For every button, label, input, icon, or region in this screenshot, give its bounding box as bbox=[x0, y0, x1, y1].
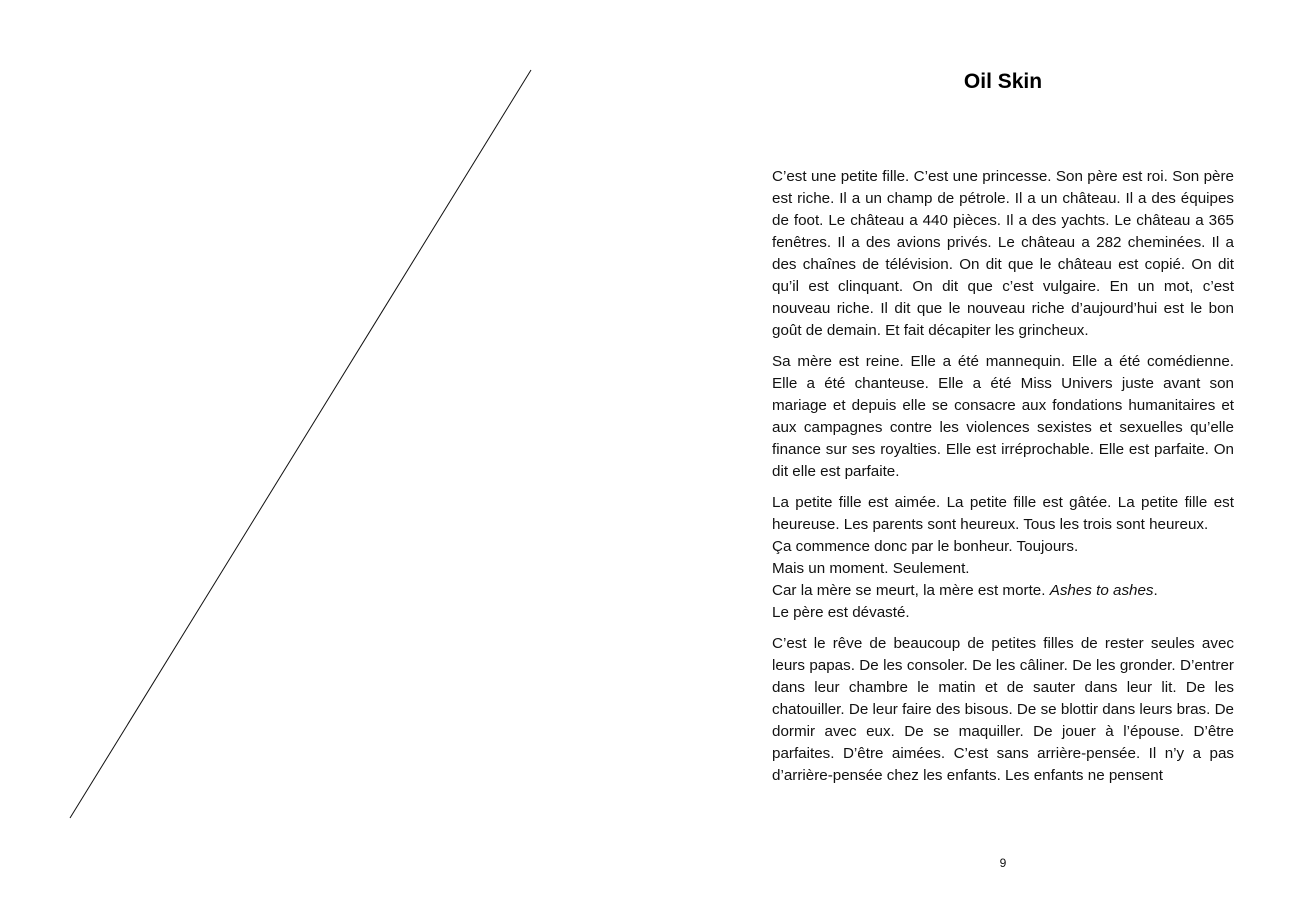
paragraph-1: C’est une petite fille. C’est une princesse. Son père est roi. Son père est riche. Il a un champ de pétrole. Il a un château. Il a des équipes de foot. Le château a 440 pièces. Il a des yachts. Le château a 365 fenêtres. Il a des avions privés. Le château a 282 cheminées. Il a des chaînes de télévision. On dit que le château est copié. On dit qu’il est clinquant. On dit que c’est vulgaire. En un mot, c’est nouveau riche. Il dit que le nouveau riche d’aujourd’hui est le bon goût de demain. Et fait décapiter les grincheux. bbox=[772, 168, 1234, 339]
italic-phrase: Ashes to ashes bbox=[1049, 582, 1154, 599]
paragraph-3 bbox=[772, 492, 1234, 624]
line-4-start: Car la mère se meurt, la mère est morte. bbox=[772, 582, 1050, 599]
paragraph-3-line-2: Ça commence donc par le bonheur. Toujours. bbox=[772, 538, 1079, 555]
right-page bbox=[652, 0, 1304, 903]
paragraph-3-line-5: Le père est dévasté. bbox=[772, 604, 910, 621]
paragraph-4: C’est le rêve de beaucoup de petites filles de rester seules avec leurs papas. De les consoler. De les câliner. De les gronder. D’entrer dans leur chambre le matin et de sauter dans leur lit. De les chatouiller. De leur faire des bisous. De se blottir dans leurs bras. De dormir avec eux. De se maquiller. De jouer à l’épouse. D’être parfaites. D’être aimées. C’est sans arrière-pensée. Il n’y a pas d’arrière-pensée chez les enfants. Les enfants ne pensent bbox=[772, 635, 1234, 784]
paragraph-3-line-4 bbox=[772, 580, 1234, 602]
paragraph-3-line-3: Mais un moment. Seulement. bbox=[772, 560, 970, 577]
paragraph-2: Sa mère est reine. Elle a été mannequin. Elle a été comédienne. Elle a été chanteuse. Elle a été Miss Univers juste avant son mariage et depuis elle se consacre aux fondations humanitaires et aux campagnes contre les violences sexistes et sexuelles qu’elle finance sur ses royalties. Elle est irréprochable. Elle est parfaite. On dit elle est parfaite. bbox=[772, 353, 1234, 480]
chapter-title: Oil Skin bbox=[963, 70, 1043, 93]
body-text bbox=[772, 166, 1234, 796]
line-4-end: . bbox=[1153, 582, 1158, 599]
paragraph-3-line-1: La petite fille est aimée. La petite fille est gâtée. La petite fille est heureuse. Les parents sont heureux. Tous les trois sont heureux. bbox=[772, 494, 1234, 533]
page-number: 9 bbox=[999, 856, 1007, 870]
